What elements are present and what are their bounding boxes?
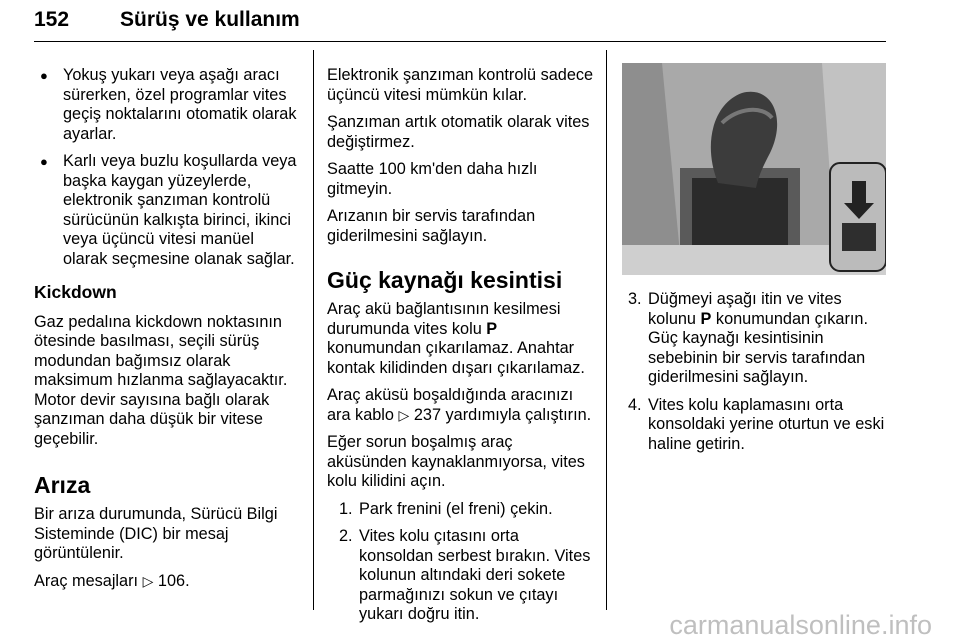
page-header <box>34 0 886 44</box>
paragraph: Saatte 100 km'den daha hızlı gitmeyin. <box>327 160 538 198</box>
paragraph: Şanzıman artık otomatik olarak vites değiştirmez. <box>327 113 590 151</box>
kickdown-heading: Kickdown <box>34 282 117 302</box>
page-number: 152 <box>34 8 70 31</box>
list-item: ● Karlı veya buzlu koşullarda veya başka kaygan yüzeylerde, elektronik şanzıman kontrolü sürücünün kalkışta birinci, ikinci veya üçüncü vitesi manüel olarak seçmesine olanak sağlar. <box>40 152 297 268</box>
paragraph: Araç aküsü boşaldığında aracınızı ara kablo ▷ 237 yardımıyla çalıştırın. <box>327 386 592 424</box>
step-list <box>622 290 888 454</box>
kickdown-text: Gaz pedalına kickdown noktasının ötesinde basılması, seçili sürüş modundan bağımsız olarak maksimum hızlanma sağlayacaktır. Motor devir sayısına bağlı olarak şanzıman daha düşük bir vitese geçebilir. <box>34 312 288 448</box>
arrow-ref-icon: ▷ <box>398 406 410 423</box>
header-divider <box>34 41 886 42</box>
list-item: 2. Vites kolu çıtasını orta konsoldan serbest bırakın. Vites kolunun altındaki deri sokete parmağınızı sokun ve çıtayı yukarı doğru itin. <box>339 527 591 623</box>
vehicle-messages-ref[interactable]: Araç mesajları ▷ 106. <box>34 571 190 590</box>
fault-heading: Arıza <box>34 472 91 498</box>
power-heading: Güç kaynağı kesintisi <box>327 267 563 293</box>
list-item: 3. Düğmeyi aşağı itin ve vites kolunu P konumundan çıkarın. Güç kaynağı kesintisinin sebebinin bir servis tarafından giderilmesini sağlayın. <box>628 290 868 386</box>
watermark: carmanualsonline.info <box>669 610 932 640</box>
middle-column <box>327 66 595 633</box>
bullet-icon: ● <box>40 68 48 83</box>
gear-shift-illustration <box>622 63 886 275</box>
right-column <box>622 290 888 462</box>
paragraph: Elektronik şanzıman kontrolü sadece üçüncü vitesi mümkün kılar. <box>327 66 594 104</box>
paragraph: Eğer sorun boşalmış araç aküsünden kaynaklanmıyorsa, vites kolu kilidini açın. <box>327 433 585 490</box>
gear-lever-image <box>622 63 886 275</box>
column-divider-1 <box>313 50 314 610</box>
bullet-icon: ● <box>40 154 48 169</box>
list-item: ● Yokuş yukarı veya aşağı aracı sürerken, özel programlar vites geçiş noktalarını otomatik olarak ayarlar. <box>40 66 297 143</box>
page-ref-link[interactable]: 237 <box>413 405 441 424</box>
column-divider-2 <box>606 50 607 610</box>
bullet-list <box>34 66 300 269</box>
paragraph: Arızanın bir servis tarafından giderilmesini sağlayın. <box>327 207 536 245</box>
list-item: 1. Park frenini (el freni) çekin. <box>339 499 553 518</box>
list-item: 4. Vites kolu kaplamasını orta konsoldaki yerine oturtun ve eski haline getirin. <box>628 395 885 453</box>
paragraph: Araç akü bağlantısının kesilmesi durumunda vites kolu P konumundan çıkarılamaz. Anahtar kontak kilidinden dışarı çıkarılamaz. <box>327 300 585 377</box>
fault-text: Bir arıza durumunda, Sürücü Bilgi Sisteminde (DIC) bir mesaj görüntülenir. <box>34 505 278 562</box>
section-title: Sürüş ve kullanım <box>120 8 300 31</box>
step-list <box>327 500 595 625</box>
left-column <box>34 66 300 599</box>
arrow-ref-icon: ▷ <box>142 572 154 589</box>
